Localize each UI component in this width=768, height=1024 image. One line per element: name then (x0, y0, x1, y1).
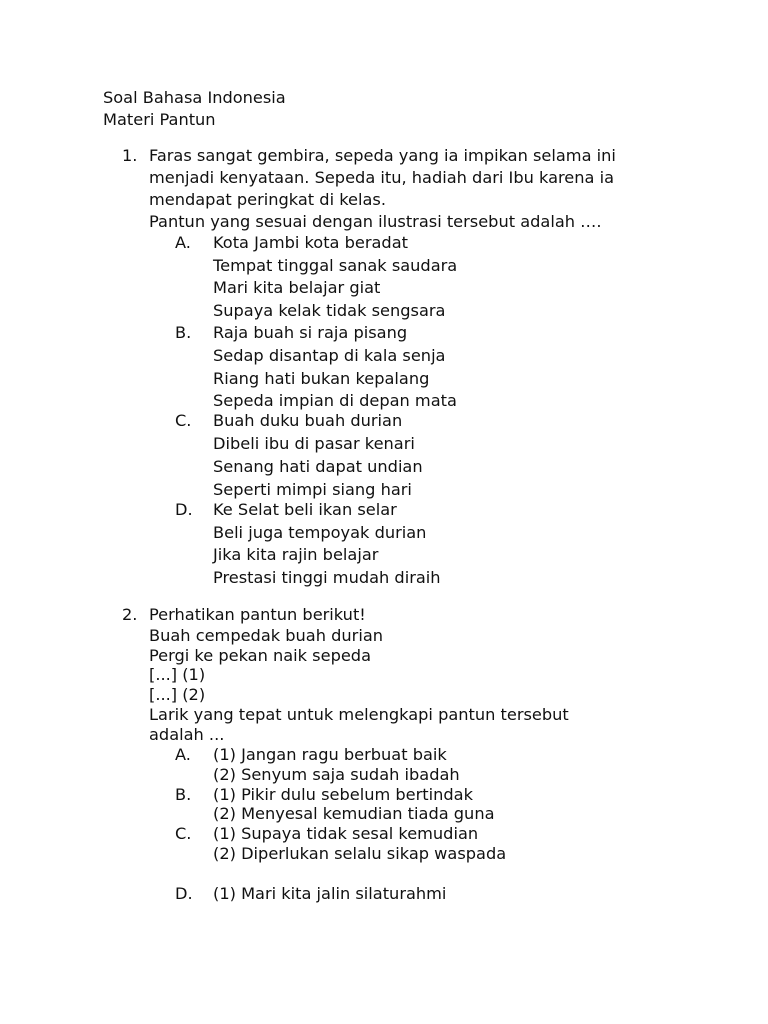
option-letter: D. (175, 884, 193, 903)
option-line: Supaya kelak tidak sengsara (213, 301, 446, 320)
question-number: 1. (122, 146, 138, 165)
option-line: (1) Mari kita jalin silaturahmi (213, 884, 447, 903)
option-line: (2) Menyesal kemudian tiada guna (213, 804, 495, 823)
option-line: Buah duku buah durian (213, 411, 403, 430)
document-subtitle: Materi Pantun (103, 110, 216, 129)
option-line: Jika kita rajin belajar (213, 545, 379, 564)
option-line: Riang hati bukan kepalang (213, 369, 430, 388)
option-line: Dibeli ibu di pasar kenari (213, 434, 415, 453)
question-number: 2. (122, 605, 138, 624)
option-line: (1) Jangan ragu berbuat baik (213, 745, 447, 764)
option-line: Kota Jambi kota beradat (213, 233, 408, 252)
option-line: (2) Diperlukan selalu sikap waspada (213, 844, 507, 863)
option-letter: B. (175, 785, 192, 804)
option-line: (1) Pikir dulu sebelum bertindak (213, 785, 473, 804)
question-prompt: Larik yang tepat untuk melengkapi pantun tersebut (149, 705, 569, 724)
option-line: Tempat tinggal sanak saudara (213, 256, 458, 275)
question-text-line: [...] (1) (149, 665, 206, 684)
question-text-line: menjadi kenyataan. Sepeda itu, hadiah dari Ibu karena ia (149, 168, 615, 187)
option-line: (2) Senyum saja sudah ibadah (213, 765, 460, 784)
option-line: Beli juga tempoyak durian (213, 523, 427, 542)
question-prompt: Pantun yang sesuai dengan ilustrasi tersebut adalah …. (149, 212, 602, 231)
option-line: Sedap disantap di kala senja (213, 346, 446, 365)
option-line: Raja buah si raja pisang (213, 323, 408, 342)
document-title: Soal Bahasa Indonesia (103, 88, 286, 107)
option-letter: A. (175, 745, 191, 764)
option-letter: A. (175, 233, 191, 252)
option-line: Ke Selat beli ikan selar (213, 500, 397, 519)
question-text-line: Faras sangat gembira, sepeda yang ia impikan selama ini (149, 146, 616, 165)
option-line: Senang hati dapat undian (213, 457, 423, 476)
question-prompt: adalah ... (149, 725, 225, 744)
question-text-line: Buah cempedak buah durian (149, 626, 383, 645)
question-text-line: Perhatikan pantun berikut! (149, 605, 366, 624)
question-text-line: [...] (2) (149, 685, 206, 704)
option-letter: C. (175, 824, 192, 843)
question-text-line: Pergi ke pekan naik sepeda (149, 646, 371, 665)
option-line: Mari kita belajar giat (213, 278, 381, 297)
question-text-line: mendapat peringkat di kelas. (149, 190, 386, 209)
option-letter: C. (175, 411, 192, 430)
option-line: Prestasi tinggi mudah diraih (213, 568, 441, 587)
option-letter: D. (175, 500, 193, 519)
option-letter: B. (175, 323, 192, 342)
option-line: Sepeda impian di depan mata (213, 391, 457, 410)
option-line: (1) Supaya tidak sesal kemudian (213, 824, 479, 843)
option-line: Seperti mimpi siang hari (213, 480, 412, 499)
